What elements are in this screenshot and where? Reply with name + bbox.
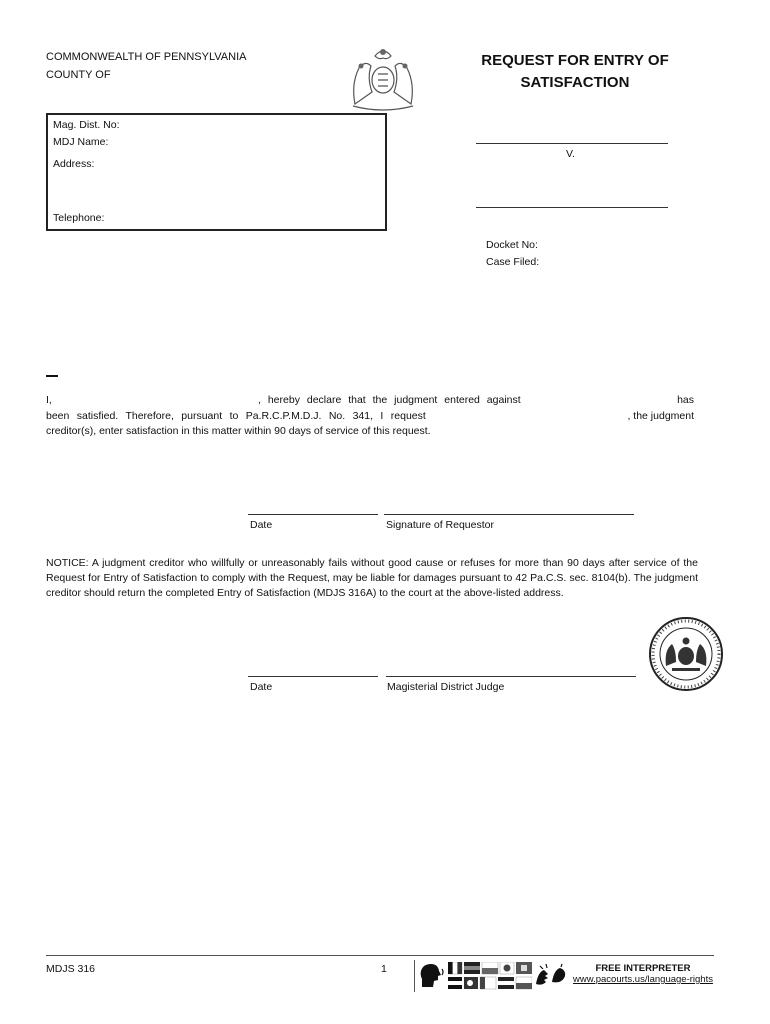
sign-language-icon — [534, 962, 568, 988]
judge-signature-label: Magisterial District Judge — [387, 681, 505, 693]
case-filed-label: Case Filed: — [486, 256, 540, 268]
judge-signature-line[interactable] — [386, 676, 636, 677]
speaking-head-icon — [418, 961, 446, 989]
statement-line-3: creditor(s), enter satisfaction in this matter within 90 days of service of this request. — [46, 425, 431, 437]
title-line-2: SATISFACTION — [520, 74, 630, 91]
docket-label: Docket No: — [486, 239, 538, 251]
court-stamp-icon — [648, 616, 724, 692]
defendant-line[interactable] — [476, 207, 668, 208]
address-label: Address: — [53, 158, 95, 170]
date-line-1[interactable] — [248, 514, 378, 515]
plaintiff-line[interactable] — [476, 143, 668, 144]
title-line-1: REQUEST FOR ENTRY OF — [481, 52, 669, 69]
telephone-label: Telephone: — [53, 212, 105, 224]
court-info-box — [46, 113, 387, 231]
section-dash — [46, 375, 58, 377]
date-line-2[interactable] — [248, 676, 378, 677]
date-label-2: Date — [250, 681, 273, 693]
statement-paragraph — [46, 393, 694, 440]
form-title — [470, 50, 680, 94]
county-label: COUNTY OF — [46, 69, 111, 81]
mdj-name-label: MDJ Name: — [53, 136, 109, 148]
date-label-1: Date — [250, 519, 273, 531]
page-number: 1 — [381, 963, 387, 975]
court-header — [46, 48, 246, 84]
requestor-signature-line[interactable] — [384, 514, 634, 515]
versus-label: V. — [566, 148, 575, 160]
form-id: MDJS 316 — [46, 963, 96, 975]
footer-divider — [414, 960, 415, 992]
pennsylvania-seal-icon — [345, 44, 421, 112]
language-flags-icon — [448, 962, 532, 990]
interpreter-block — [572, 963, 714, 985]
statement-has: has — [677, 394, 694, 406]
footer-rule — [46, 955, 714, 956]
statement-line-1 — [46, 393, 694, 409]
statement-creditor: , the judgment — [627, 409, 694, 422]
interpreter-label: FREE INTERPRETER — [595, 963, 691, 974]
language-rights-link[interactable]: www.pacourts.us/language-rights — [573, 974, 713, 985]
statement-i: I, — [46, 394, 52, 406]
statement-satisfied: been satisfied. Therefore, pursuant to Pa.R.C.P.M.D.J. No. 341, I request — [46, 409, 426, 422]
mag-dist-label: Mag. Dist. No: — [53, 119, 120, 131]
statement-line-2 — [46, 409, 694, 425]
requestor-signature-label: Signature of Requestor — [386, 519, 494, 531]
commonwealth-label: COMMONWEALTH OF PENNSYLVANIA — [46, 51, 247, 63]
statement-declare: , hereby declare that the judgment entered against — [258, 394, 521, 406]
notice-paragraph: NOTICE: A judgment creditor who willfully or unreasonably fails without good cause or refuses for more than 90 days after service of the Request for Entry of Satisfaction to comply with the Request, may be liable for damages pursuant to 42 Pa.C.S. sec. 8104(b). The judgment creditor should return the completed Entry of Satisfaction (MDJS 316A) to the court at the above-listed address. — [46, 557, 698, 599]
